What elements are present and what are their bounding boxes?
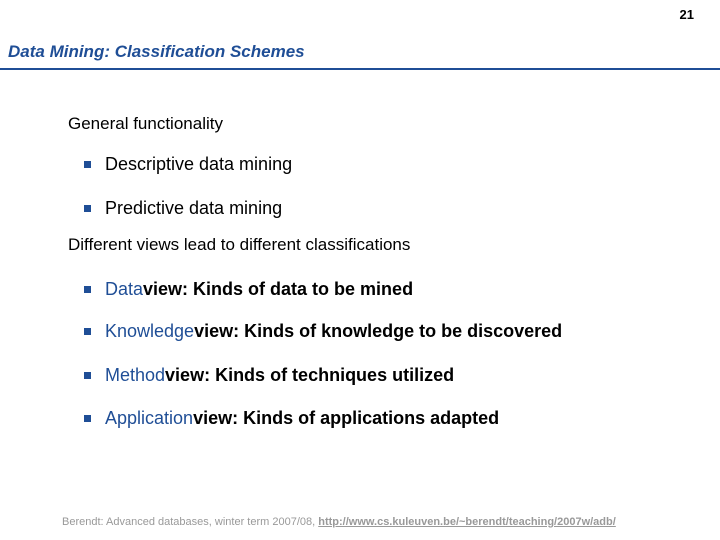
square-bullet-icon (84, 205, 91, 212)
title-divider (0, 68, 720, 70)
footer-citation: Berendt: Advanced databases, winter term 2007/08, (62, 516, 319, 528)
bullet-item-application-view (84, 408, 499, 429)
bullet-item-data-view (84, 279, 413, 300)
bullet-text: Predictive data mining (105, 198, 283, 218)
slide-title: Data Mining: Classification Schemes (8, 42, 305, 61)
square-bullet-icon (84, 415, 91, 422)
bullet-item-method-view (84, 365, 454, 386)
bullet-text: view: Kinds of techniques utilized (165, 365, 455, 385)
footer-link[interactable]: http://www.cs.kuleuven.be/~berendt/teaching/2007w/adb/ (318, 516, 616, 528)
section-heading-different-views: Different views lead to different classifications (68, 235, 411, 254)
square-bullet-icon (84, 328, 91, 335)
bullet-item-predictive (84, 198, 282, 219)
bullet-text: Descriptive data mining (105, 154, 293, 174)
bullet-item-descriptive (84, 154, 292, 175)
bullet-text: view: Kinds of knowledge to be discovered (194, 321, 563, 341)
square-bullet-icon (84, 161, 91, 168)
bullet-text: view: Kinds of applications adapted (193, 408, 500, 428)
square-bullet-icon (84, 372, 91, 379)
bullet-text: view: Kinds of data to be mined (143, 279, 414, 299)
bullet-keyword: Application (105, 408, 194, 428)
footer (62, 516, 616, 528)
bullet-keyword: Data (105, 279, 144, 299)
bullet-keyword: Knowledge (105, 321, 195, 341)
page-number: 21 (679, 7, 694, 22)
bullet-item-knowledge-view (84, 321, 562, 342)
bullet-keyword: Method (105, 365, 166, 385)
square-bullet-icon (84, 286, 91, 293)
section-heading-general-functionality: General functionality (68, 114, 223, 133)
